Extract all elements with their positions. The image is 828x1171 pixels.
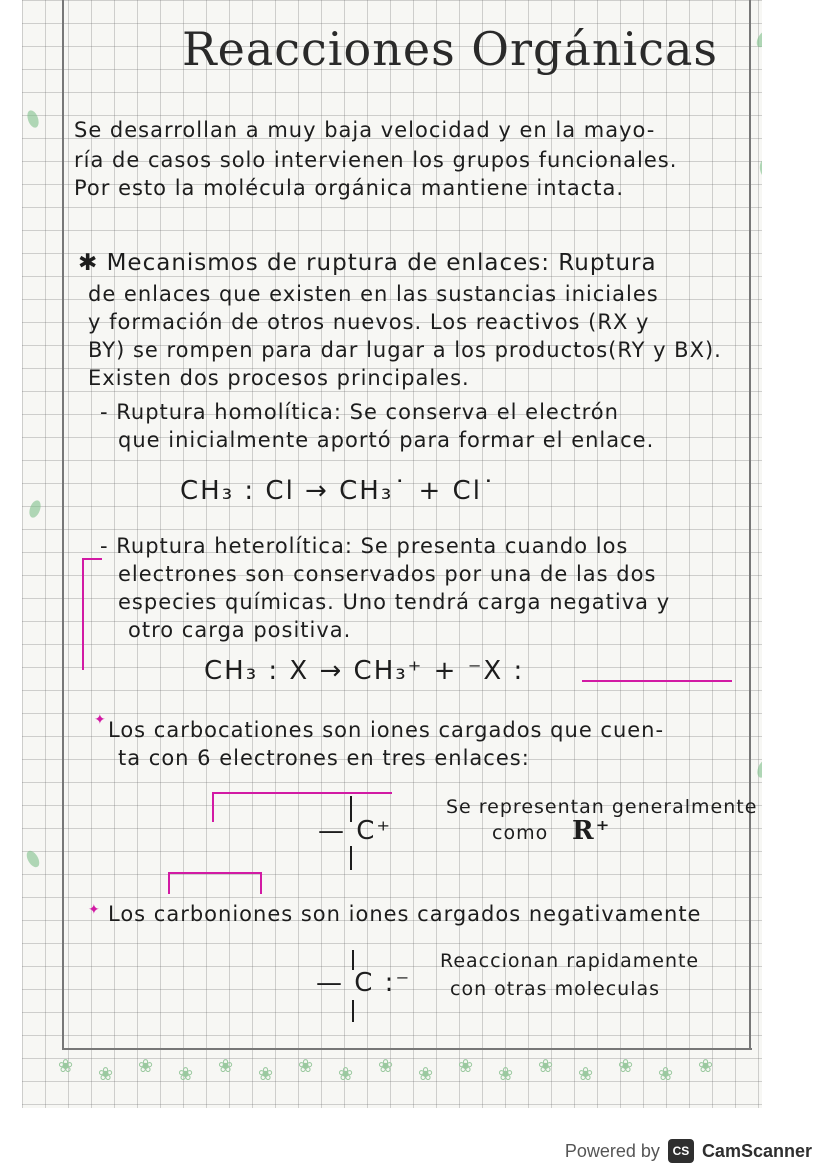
text-line: electrones son conservados por una de las dos bbox=[118, 562, 657, 586]
text-line: y formación de otros nuevos. Los reactivos (RX y bbox=[88, 310, 650, 334]
paw-icon: ❀ bbox=[298, 1056, 314, 1077]
paw-icon: ❀ bbox=[538, 1056, 554, 1077]
text-line: BY) se rompen para dar lugar a los productos(RY y BX). bbox=[88, 338, 722, 362]
bond-vertical-bottom bbox=[350, 846, 352, 870]
margin-line-left bbox=[62, 0, 64, 1050]
leaf-icon bbox=[759, 159, 762, 178]
pink-bullet: ✦ bbox=[94, 712, 106, 728]
leaf-icon bbox=[754, 29, 762, 50]
paw-icon: ❀ bbox=[98, 1064, 114, 1085]
text-line: de enlaces que existen en las sustancias iniciales bbox=[88, 282, 659, 306]
bond-vertical-top-2 bbox=[352, 950, 354, 970]
text-line: que inicialmente aportó para formar el enlace. bbox=[118, 428, 655, 452]
subheading-homolitica: - Ruptura homolítica: Se conserva el electrón bbox=[100, 400, 619, 424]
margin-line-bottom bbox=[62, 1048, 752, 1050]
pink-bracket-carbanion-left bbox=[168, 872, 170, 894]
powered-by-label: Powered by bbox=[564, 1140, 660, 1161]
text-line: Por esto la molécula orgánica mantiene intacta. bbox=[74, 176, 625, 200]
text-line: otro carga positiva. bbox=[128, 618, 352, 642]
paw-icon: ❀ bbox=[578, 1064, 594, 1085]
note-otras: con otras moleculas bbox=[450, 978, 661, 1000]
page-title: Reacciones Orgánicas bbox=[182, 22, 718, 76]
text-line: Se desarrollan a muy baja velocidad y en la mayo- bbox=[74, 118, 656, 142]
text-line: Existen dos procesos principales. bbox=[88, 366, 470, 390]
paw-icon: ❀ bbox=[338, 1064, 354, 1085]
paw-icon: ❀ bbox=[418, 1064, 434, 1085]
paw-icon: ❀ bbox=[458, 1056, 474, 1077]
note-como: como bbox=[492, 822, 549, 844]
paw-icon: ❀ bbox=[258, 1064, 274, 1085]
pink-bracket-carbanion-top bbox=[168, 872, 262, 874]
text-line: ría de casos solo intervienen los grupos funcionales. bbox=[74, 148, 678, 172]
text-line: Los carbocationes son iones cargados que cuen- bbox=[108, 718, 665, 742]
heading-mecanismos: ✱ Mecanismos de ruptura de enlaces: Ruptura bbox=[78, 250, 657, 276]
text-line: Los carboniones son iones cargados negativamente bbox=[108, 902, 702, 926]
pink-bracket-top bbox=[82, 558, 102, 560]
paw-icon: ❀ bbox=[58, 1056, 74, 1077]
camscanner-logo-icon: CS bbox=[668, 1139, 694, 1163]
paw-icon: ❀ bbox=[698, 1056, 714, 1077]
leaf-icon bbox=[25, 109, 41, 129]
camscanner-brand: CamScanner bbox=[701, 1140, 812, 1161]
formula-homolytic: CH₃ : Cl → CH₃˙ + Cl˙ bbox=[180, 476, 497, 506]
text-line: especies químicas. Uno tendrá carga negativa y bbox=[118, 590, 671, 614]
leaf-icon bbox=[27, 499, 43, 519]
pink-line-right bbox=[582, 680, 732, 682]
formula-heterolytic: CH₃ : X → CH₃⁺ + ⁻X : bbox=[204, 656, 525, 686]
camscanner-watermark bbox=[565, 1139, 812, 1163]
pink-bracket-carbocation-top bbox=[212, 792, 392, 794]
note-representan: Se representan generalmente bbox=[446, 796, 758, 818]
text-line: ta con 6 electrones en tres enlaces: bbox=[118, 746, 530, 770]
pink-bracket-carbocation-left bbox=[212, 792, 214, 822]
paw-icon: ❀ bbox=[498, 1064, 514, 1085]
subheading-heterolitica: - Ruptura heterolítica: Se presenta cuando los bbox=[100, 534, 629, 558]
note-reaccionan: Reaccionan rapidamente bbox=[440, 950, 700, 972]
pink-bracket-carbanion-right bbox=[260, 872, 262, 894]
margin-line-right bbox=[749, 0, 751, 1050]
formula-carbanion: — C :⁻ bbox=[316, 968, 412, 998]
paw-icon: ❀ bbox=[218, 1056, 234, 1077]
pink-bracket-side bbox=[82, 558, 84, 670]
paw-icon: ❀ bbox=[178, 1064, 194, 1085]
carbocation-symbol: R⁺ bbox=[572, 816, 612, 846]
formula-carbocation: — C⁺ bbox=[318, 816, 393, 846]
pink-bullet-2: ✦ bbox=[88, 902, 100, 918]
notebook-page bbox=[22, 0, 762, 1108]
paw-icon: ❀ bbox=[138, 1056, 154, 1077]
paw-icon: ❀ bbox=[378, 1056, 394, 1077]
leaf-icon bbox=[755, 759, 762, 779]
paw-icon: ❀ bbox=[658, 1064, 674, 1085]
leaf-icon bbox=[24, 849, 42, 870]
paw-icon: ❀ bbox=[618, 1056, 634, 1077]
bond-vertical-bottom-2 bbox=[352, 1000, 354, 1022]
